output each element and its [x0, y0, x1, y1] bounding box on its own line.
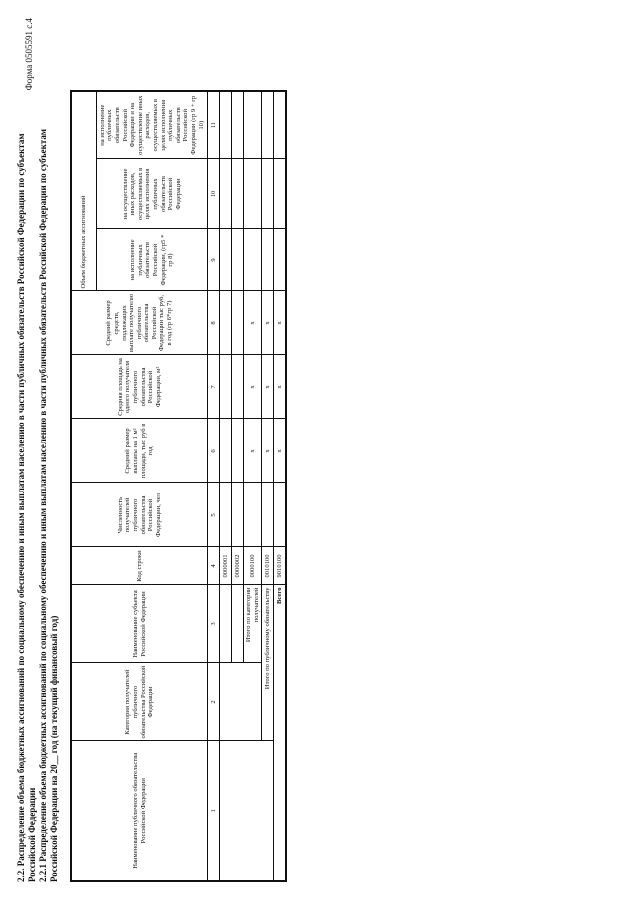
table-cell	[220, 355, 232, 419]
table-cell	[244, 91, 262, 159]
total-label: Всего	[274, 585, 287, 881]
col-header-category: Категория получателей публичного обязательства Российской Федерации	[71, 663, 208, 741]
table-cell	[232, 419, 244, 483]
col-header-obligation: Наименование публичного обязательства Российской Федерации	[71, 741, 208, 881]
table-cell	[220, 419, 232, 483]
col-header-other-expenses: на осуществление иных расходов, осуществляемых в целях исполнения публичных обязательств Российской Федерации	[97, 159, 208, 229]
column-number: 10	[208, 159, 220, 229]
col-header-total: на исполнение публичных обязательств Российской Федерации и на осуществление иных расходов, осуществляемых в целях исполнения публичных обязательств Российской Федерации (гр 9 + гр 10)	[97, 91, 208, 159]
table-cell	[274, 91, 287, 159]
column-number: 7	[208, 355, 220, 419]
section-heading: 2.2. Распределение объема бюджетных ассигнований по социальному обеспечению и иным выплатам населению в части публичных обязательств Российской Федерации по субъектам Российской Федерации	[16, 133, 37, 882]
table-cell: x	[244, 419, 262, 483]
subsection-heading: 2.2.1 Распределение объема бюджетных ассигнований по социальному обеспечению и иным выплатам населению в части публичных обязательств Российской Федерации по субъектам Российской Федерации на 20__ год (на текущий финансовый год)	[38, 129, 59, 882]
column-number: 9	[208, 229, 220, 291]
table-cell	[220, 483, 232, 547]
table-cell	[244, 159, 262, 229]
table-cell	[262, 159, 274, 229]
allocation-table	[70, 90, 287, 882]
column-number: 8	[208, 291, 220, 355]
table-cell	[220, 291, 232, 355]
col-header-avg-area: Средняя площадь на одного получателя публичного обязательства Российской Федерации, м²	[71, 355, 208, 419]
table-cell	[262, 91, 274, 159]
table-cell	[274, 229, 287, 291]
form-code: Форма 0505591 с.4	[24, 18, 34, 91]
table-cell: x	[262, 291, 274, 355]
table-cell	[232, 291, 244, 355]
row-code: 0010100	[262, 547, 274, 585]
column-number: 5	[208, 483, 220, 547]
subtotal-label: Итого по публичному обязательству	[262, 585, 274, 741]
column-number: 6	[208, 419, 220, 483]
column-number: 4	[208, 547, 220, 585]
col-header-subject: Наименование субъекта Российской Федерации	[71, 585, 208, 663]
row-code: 0000100	[244, 547, 262, 585]
col-header-obligations: на исполнение публичных обязательств Российской Федерации, (гр5 * гр 8)	[97, 229, 208, 291]
table-cell: x	[244, 355, 262, 419]
table-row	[274, 91, 287, 881]
table-cell	[232, 229, 244, 291]
table-cell	[232, 159, 244, 229]
table-cell: x	[274, 419, 287, 483]
table-cell	[244, 229, 262, 291]
table-cell: x	[274, 291, 287, 355]
row-code: 0000001	[220, 547, 232, 585]
col-header-avg-amount: Средний размер средств, подлежащих выплате получателю публичного обязательства Российской Федерации тыс руб, в год (гр 6*гр 7)	[71, 291, 208, 355]
table-cell: x	[262, 355, 274, 419]
table-cell	[220, 159, 232, 229]
column-number: 2	[208, 663, 220, 741]
row-code: 9010100	[274, 547, 287, 585]
column-number: 11	[208, 91, 220, 159]
table-cell	[220, 663, 262, 741]
table-row	[220, 91, 232, 881]
table-cell	[220, 229, 232, 291]
row-code: 0000002	[232, 547, 244, 585]
col-header-code: Код строки	[71, 547, 208, 585]
table-cell	[274, 483, 287, 547]
header-row	[71, 91, 97, 881]
table-cell	[220, 741, 274, 881]
table-cell: x	[244, 291, 262, 355]
table-cell	[232, 483, 244, 547]
table-cell	[220, 91, 232, 159]
subtotal-label: Итого по категории получателей	[244, 585, 262, 663]
table-cell: x	[274, 355, 287, 419]
col-header-recipients: Численность получателей публичного обязательства Российской Федерации, чел	[71, 483, 208, 547]
table-cell	[232, 91, 244, 159]
column-number: 3	[208, 585, 220, 663]
table-cell	[232, 585, 244, 663]
table-cell: x	[262, 419, 274, 483]
table-cell	[274, 159, 287, 229]
col-group-budget: Объем бюджетных ассигнований	[71, 91, 97, 291]
table-cell	[262, 229, 274, 291]
table-cell	[220, 585, 232, 663]
column-number: 1	[208, 741, 220, 881]
table-cell	[244, 483, 262, 547]
table-cell	[232, 355, 244, 419]
table-cell	[262, 483, 274, 547]
column-numbers-row	[208, 91, 220, 881]
col-header-avg-payment: Средний размер выплаты на 1 м² площади, тыс руб в год	[71, 419, 208, 483]
rotated-form-page	[10, 12, 630, 892]
